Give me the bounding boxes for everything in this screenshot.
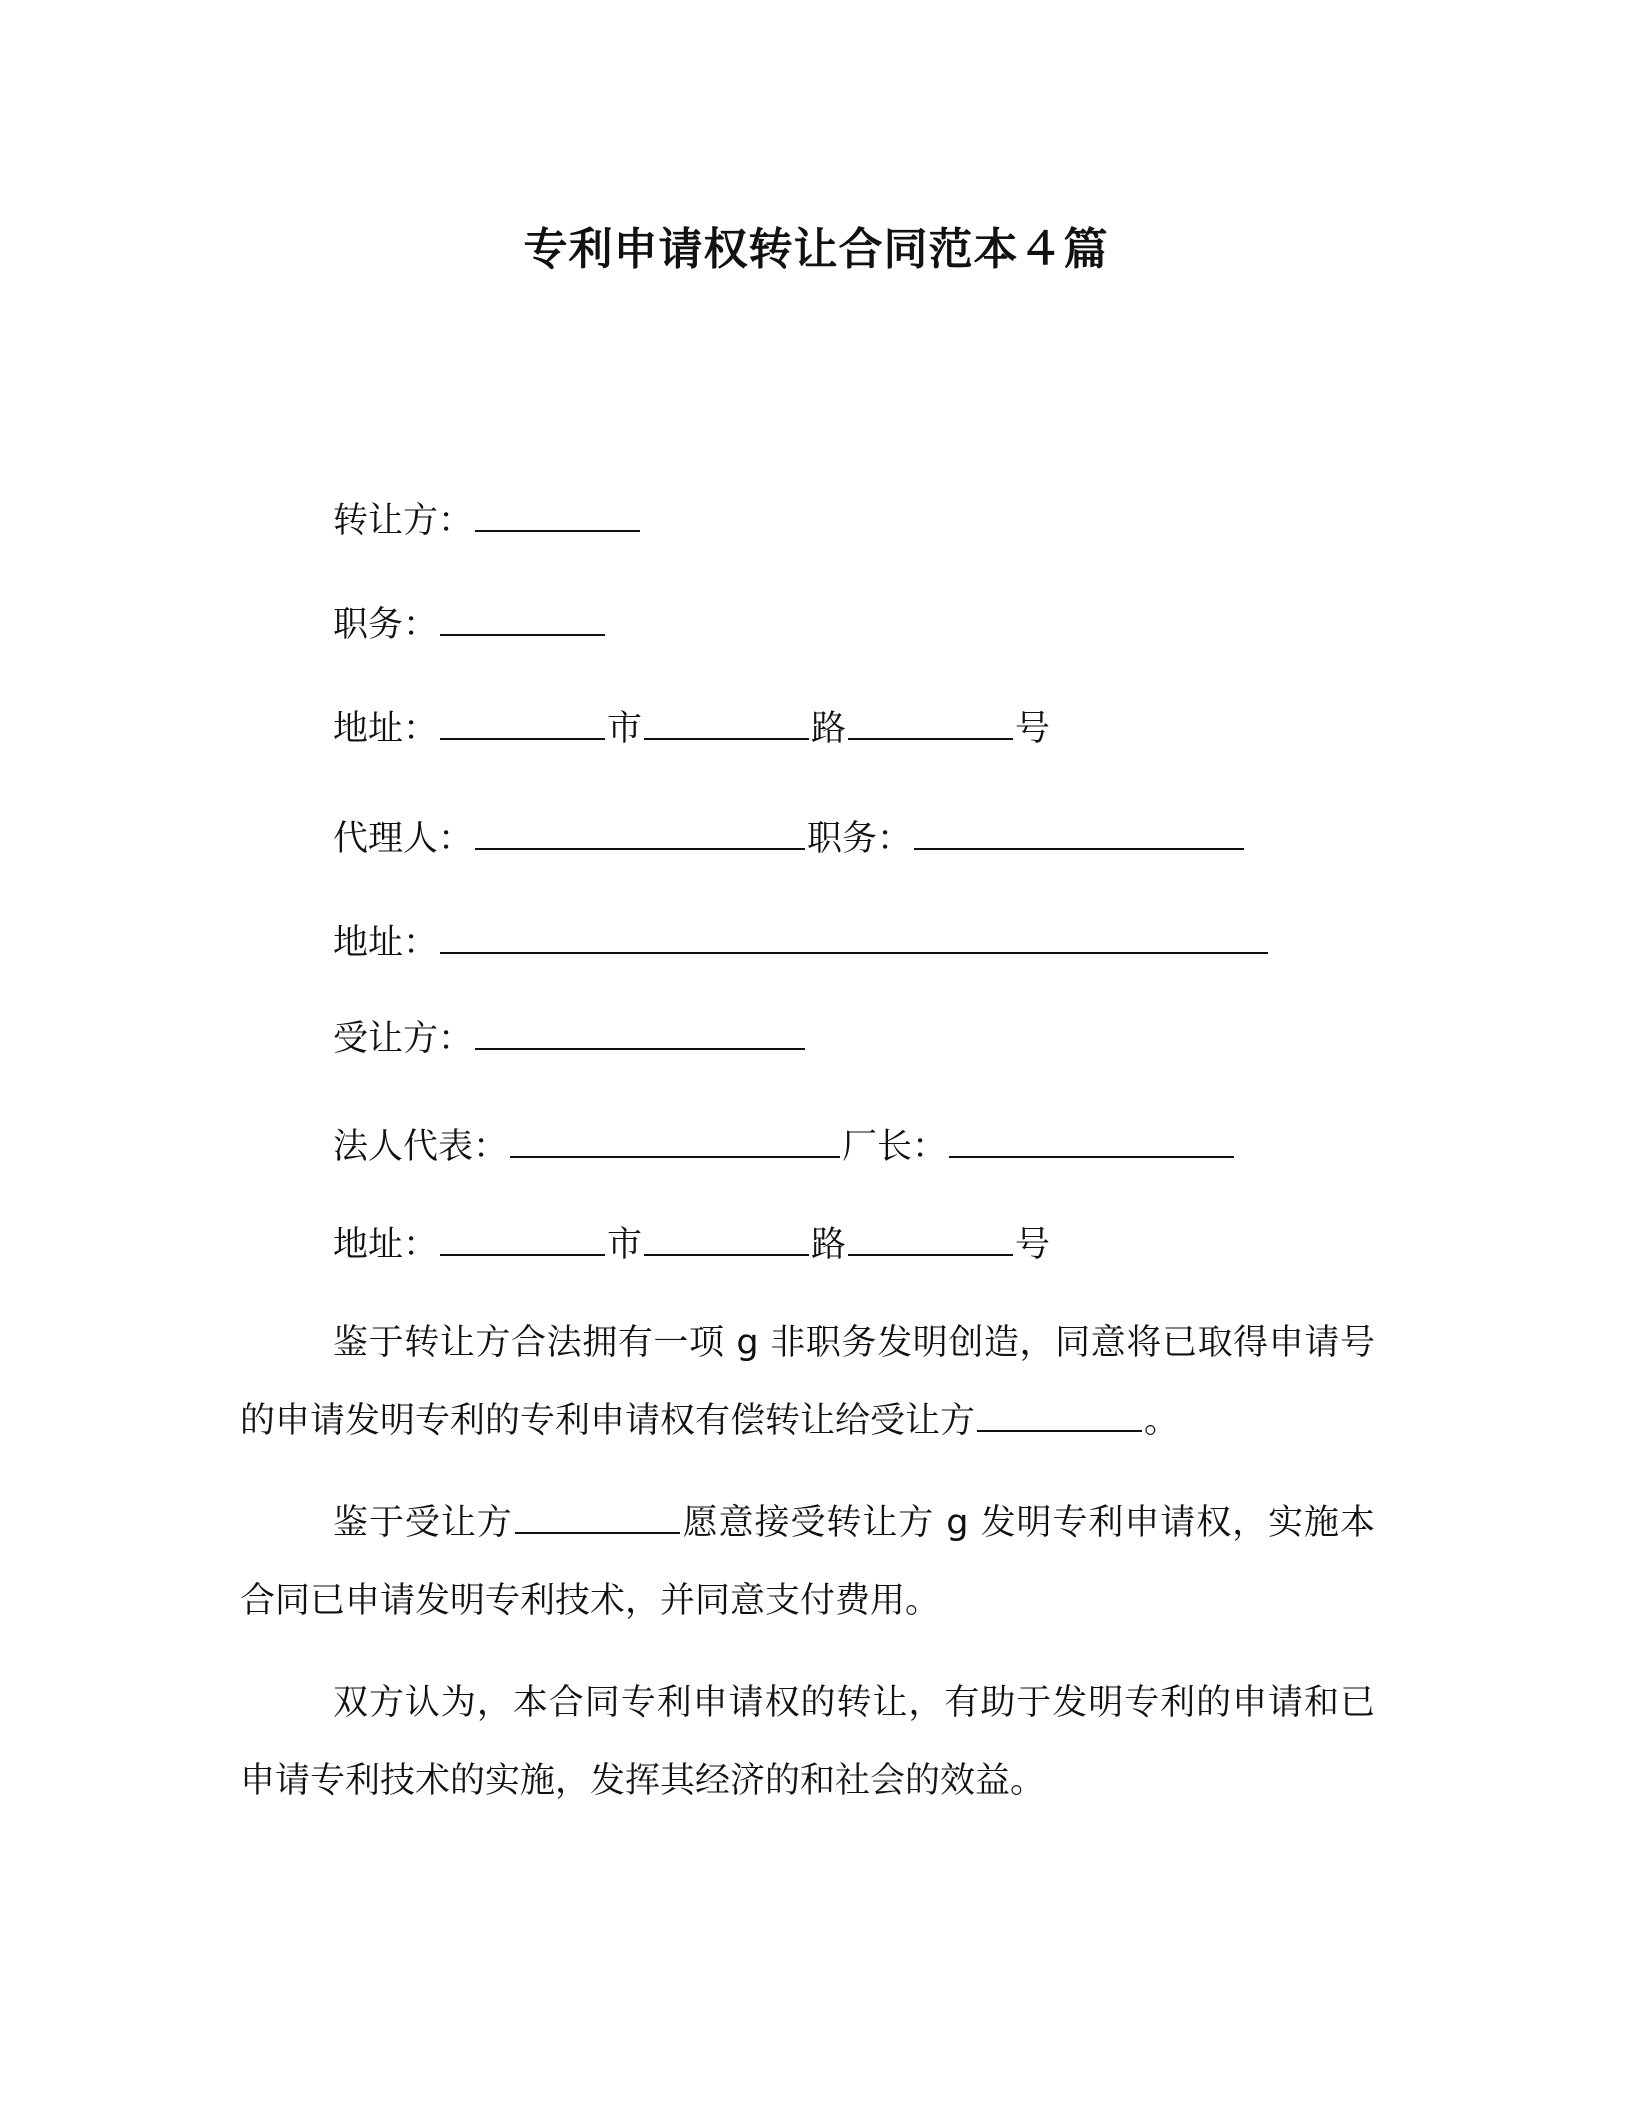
paragraph-2 bbox=[240, 1484, 1375, 1640]
transferee-label: 受让方： bbox=[333, 1019, 474, 1059]
agent-position-blank bbox=[914, 812, 1244, 850]
paragraph-3 bbox=[240, 1664, 1375, 1820]
agent-position-label: 职务： bbox=[807, 819, 913, 859]
address-blank-5 bbox=[644, 1218, 809, 1256]
position-blank bbox=[440, 598, 605, 636]
legal-rep-label: 法人代表： bbox=[333, 1127, 509, 1167]
legal-rep-blank bbox=[510, 1120, 840, 1158]
paragraph-2-text-a: 鉴于受让方 bbox=[333, 1503, 513, 1543]
address-blank-2 bbox=[644, 702, 809, 740]
number-label: 号 bbox=[1015, 1225, 1051, 1265]
road-label: 路 bbox=[811, 1225, 847, 1265]
factory-director-label: 厂长： bbox=[842, 1127, 948, 1167]
transferor-label: 转让方： bbox=[333, 501, 474, 541]
transferee-address-line bbox=[333, 1218, 1050, 1270]
paragraph-3-text: 双方认为，本合同专利申请权的转让，有助于发明专利的申请和已申请专利技术的实施，发挥其经济的和社会的效益。 bbox=[240, 1683, 1375, 1801]
agent-address-line bbox=[333, 916, 1270, 968]
paragraph-1-text: 鉴于转让方合法拥有一项 g 非职务发明创造，同意将已取得申请号的申请发明专利的专利申请权有偿转让给受让方 bbox=[240, 1323, 1375, 1441]
legal-rep-line bbox=[333, 1120, 1236, 1172]
paragraph-2-blank bbox=[515, 1496, 680, 1534]
factory-director-blank bbox=[949, 1120, 1234, 1158]
address-blank-4 bbox=[440, 1218, 605, 1256]
address-blank-6 bbox=[848, 1218, 1013, 1256]
address-label: 地址： bbox=[333, 709, 439, 749]
address-label: 地址： bbox=[333, 1225, 439, 1265]
transferor-address-line bbox=[333, 702, 1050, 754]
transferor-line bbox=[333, 494, 642, 546]
document-title: 专利申请权转让合同范本４篇 bbox=[523, 224, 1109, 275]
number-label: 号 bbox=[1015, 709, 1051, 749]
agent-address-blank bbox=[440, 916, 1268, 954]
address-label: 地址： bbox=[333, 923, 439, 963]
paragraph-2-text-b: 愿意接受转让方 g 发明专利申请权，实施本合同已申请发明专利技术，并同意支付费用。 bbox=[240, 1503, 1375, 1621]
city-label: 市 bbox=[607, 1225, 643, 1265]
position-line bbox=[333, 598, 607, 650]
transferee-line bbox=[333, 1012, 807, 1064]
transferor-blank bbox=[475, 494, 640, 532]
agent-blank bbox=[475, 812, 805, 850]
road-label: 路 bbox=[811, 709, 847, 749]
address-blank-1 bbox=[440, 702, 605, 740]
agent-label: 代理人： bbox=[333, 819, 474, 859]
city-label: 市 bbox=[607, 709, 643, 749]
paragraph-1-blank bbox=[977, 1394, 1142, 1432]
paragraph-1 bbox=[240, 1304, 1375, 1460]
paragraph-1-end: 。 bbox=[1144, 1401, 1180, 1441]
position-label: 职务： bbox=[333, 605, 439, 645]
address-blank-3 bbox=[848, 702, 1013, 740]
agent-line bbox=[333, 812, 1246, 864]
transferee-blank bbox=[475, 1012, 805, 1050]
